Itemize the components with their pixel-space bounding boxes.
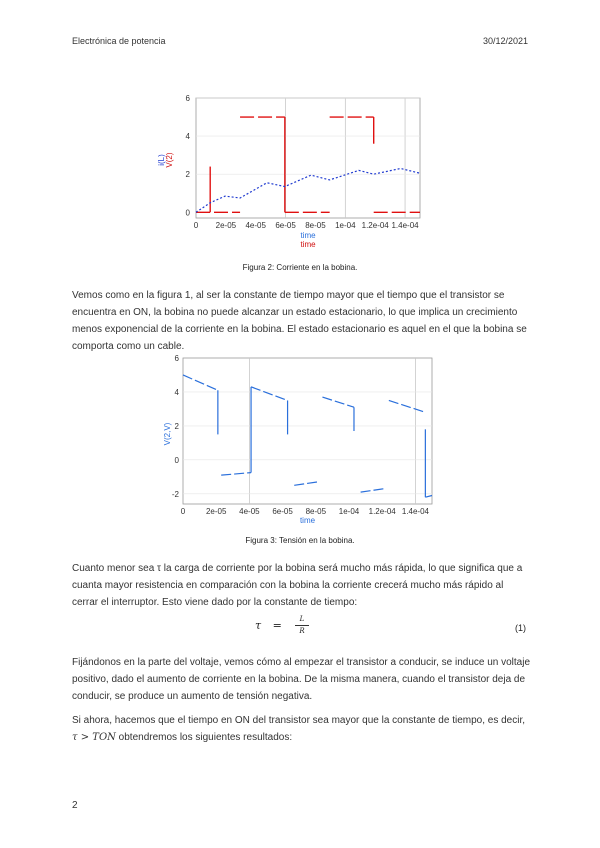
figure2-caption: Figura 2: Corriente en la bobina. — [242, 263, 358, 272]
x-tick-label: 8e-05 — [305, 221, 326, 230]
paragraph-2 — [72, 560, 532, 611]
paragraph-2-text: Cuanto menor sea τ la carga de corriente por la bobina será mucho más rápida, lo que significa que a cuanta mayor resistencia en comparación con la bobina la corriente crecerá mucho más rápido al cerrar el interruptor. Esto viene dado por la constante de tiempo: — [72, 563, 523, 608]
x-tick-label: 1e-04 — [335, 221, 356, 230]
series-il-line — [196, 168, 420, 212]
y-tick-label: 2 — [185, 170, 190, 180]
equation-numerator: L — [299, 615, 305, 623]
plot-frame — [183, 358, 432, 504]
doc-header-title: Electrónica de potencia — [72, 36, 166, 46]
paragraph-4-before: Si ahora, hacemos que el tiempo en ON del transistor sea mayor que la constante de tiempo, es decir, — [72, 715, 526, 726]
y-axis-label-2: V(2) — [165, 152, 174, 168]
series-vl-segment — [389, 400, 426, 412]
paragraph-4-after: obtendremos los siguientes resultados: — [115, 732, 293, 743]
series-vl-segment — [294, 482, 317, 485]
y-tick-label: 6 — [174, 354, 179, 363]
y-tick-label: 2 — [174, 421, 179, 431]
x-tick-label: 0 — [180, 507, 186, 516]
y-tick-label: 6 — [185, 94, 190, 103]
x-axis-label: time — [300, 231, 316, 240]
paragraph-4 — [72, 712, 532, 746]
y-tick-label: 4 — [174, 387, 179, 397]
x-tick-label: 2e-05 — [205, 507, 227, 516]
series-vl-segment — [221, 473, 251, 476]
paragraph-4-math: τ > TON — [72, 732, 116, 743]
page-number: 2 — [72, 800, 78, 811]
series-vl-segment — [251, 387, 288, 401]
y-tick-label: 0 — [174, 455, 179, 465]
x-axis-label-2: time — [300, 240, 316, 249]
figure3-caption: Figura 3: Tensión en la bobina. — [245, 536, 355, 545]
series-vl-segment — [425, 496, 432, 498]
x-tick-label: 2e-05 — [215, 221, 237, 230]
equation-body — [255, 615, 305, 635]
figure2-chart — [150, 90, 450, 265]
y-tick-label: 0 — [185, 208, 190, 218]
y-tick-label: 4 — [185, 132, 190, 142]
series-vl-segment — [361, 489, 384, 492]
x-tick-label: 1.4e-04 — [391, 221, 419, 230]
paragraph-4-text — [72, 712, 532, 746]
equation-operator: = — [272, 619, 282, 632]
plot-frame — [196, 98, 420, 218]
x-tick-label: 6e-05 — [275, 221, 296, 230]
x-tick-label: 4e-05 — [245, 221, 266, 230]
x-tick-label: 1.2e-04 — [368, 507, 396, 516]
x-tick-label: 6e-05 — [272, 507, 293, 516]
x-axis-label: time — [299, 516, 316, 525]
x-tick-label: 1e-04 — [338, 507, 360, 516]
y-tick-label: -2 — [171, 489, 179, 499]
paragraph-1 — [72, 287, 532, 355]
x-tick-label: 0 — [193, 221, 199, 230]
x-tick-label: 1.4e-04 — [401, 507, 429, 516]
x-tick-label: 1.2e-04 — [361, 221, 389, 230]
figure3-chart — [150, 352, 450, 530]
series-vl-segment — [183, 375, 218, 390]
paragraph-3 — [72, 654, 532, 705]
series-vl-segment — [322, 397, 354, 407]
y-axis-label: i(L) — [157, 154, 166, 166]
x-tick-label: 4e-05 — [239, 507, 260, 516]
paragraph-3-text: Fijándonos en la parte del voltaje, vemos cómo al empezar el transistor a conducir, se induce un voltaje positivo, dado el aumento de corriente en la bobina. De la misma manera, cuando el transistor deja de conducir, se produce un aumento de tensión negativa. — [72, 657, 531, 702]
doc-header-date: 30/12/2021 — [482, 36, 528, 46]
y-axis-label: V(2,V) — [163, 422, 172, 446]
equation-lhs: τ — [255, 619, 262, 632]
equation-fraction — [295, 615, 309, 635]
equation-1 — [0, 615, 600, 655]
fraction-bar — [295, 625, 309, 626]
equation-number: (1) — [515, 623, 526, 633]
x-tick-label: 8e-05 — [305, 507, 327, 516]
paragraph-1-text: Vemos como en la figura 1, al ser la constante de tiempo mayor que el tiempo que el transistor se encuentra en ON, la bobina no puede alcanzar un estado estacionario, lo que implica un crecimiento menos exponencial de la corriente en la bobina. El estado estacionario es aquel en el que la bobina se comporta como un cable. — [72, 290, 527, 352]
equation-denominator: R — [299, 627, 305, 635]
